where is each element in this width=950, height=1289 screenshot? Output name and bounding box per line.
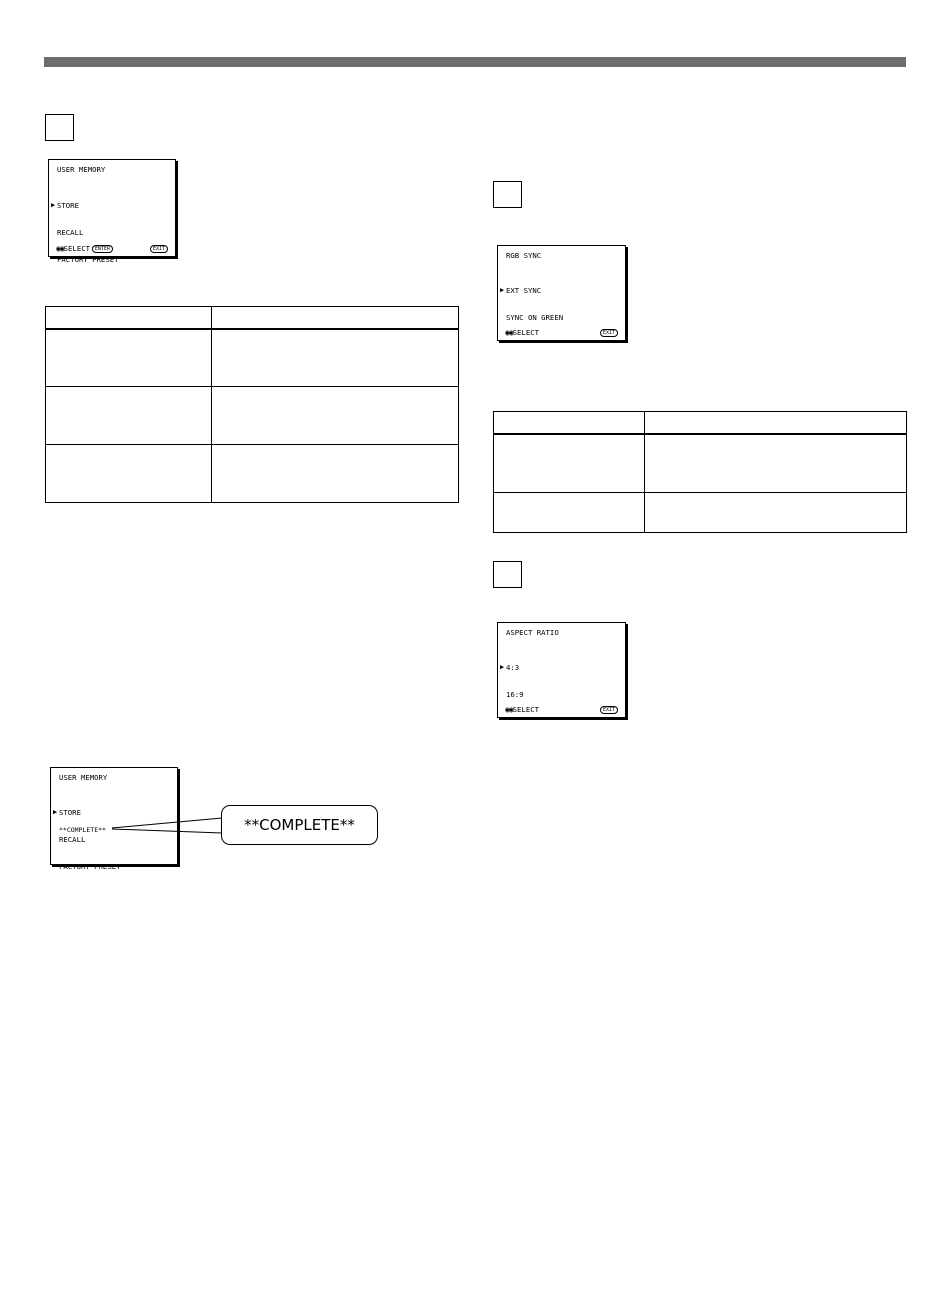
up-down-buttons-icon: ◉◉	[505, 705, 513, 714]
table-user-memory-options	[45, 306, 459, 503]
step-box-user-memory	[45, 114, 74, 141]
exit-button-icon: EXIT	[600, 706, 618, 714]
cursor-arrow-icon: ▶	[500, 663, 505, 671]
osd-item-recall[interactable]: RECALL	[57, 228, 84, 237]
osd-footer	[505, 705, 539, 714]
cursor-arrow-icon: ▶	[51, 201, 56, 209]
osd-footer	[56, 244, 113, 253]
osd-item-store[interactable]: ▶ STORE	[53, 808, 81, 817]
table-header-cell	[212, 307, 459, 329]
cursor-arrow-icon: ▶	[500, 286, 505, 294]
osd-item-ext-sync[interactable]: ▶ EXT SYNC	[500, 286, 542, 295]
osd-item-store[interactable]: ▶ STORE	[51, 201, 79, 210]
osd-item-4-3[interactable]: ▶ 4:3	[500, 663, 520, 672]
osd-title: USER MEMORY	[57, 165, 106, 174]
osd-rgb-sync	[497, 245, 626, 341]
exit-button-icon: EXIT	[600, 329, 618, 337]
step-box-aspect-ratio	[493, 561, 522, 588]
step-box-rgb-sync	[493, 181, 522, 208]
header-rule	[44, 57, 906, 67]
up-down-buttons-icon: ◉◉	[505, 328, 513, 337]
complete-message: **COMPLETE**	[59, 826, 106, 834]
table-rgb-sync-options	[493, 411, 907, 533]
osd-item-16-9[interactable]: 16:9	[506, 690, 524, 699]
select-hint: SELECT	[512, 328, 539, 337]
osd-title: USER MEMORY	[59, 773, 108, 782]
table-row	[46, 445, 459, 503]
table-row	[494, 493, 907, 533]
callout-text: **COMPLETE**	[244, 816, 355, 834]
complete-callout	[221, 805, 378, 845]
select-hint: SELECT	[512, 705, 539, 714]
cursor-arrow-icon: ▶	[53, 808, 58, 816]
table-header-cell	[645, 412, 907, 434]
table-row	[494, 434, 907, 493]
up-down-buttons-icon: ◉◉	[56, 244, 64, 253]
osd-user-memory-complete	[50, 767, 178, 871]
osd-item-recall[interactable]: RECALL	[59, 835, 86, 844]
osd-title: RGB SYNC	[506, 251, 542, 260]
osd-item-factory-preset[interactable]: FACTORY PRESET	[57, 255, 119, 264]
table-header-cell	[46, 307, 212, 329]
osd-menu	[51, 183, 119, 282]
table-row	[46, 329, 459, 387]
osd-user-memory	[48, 159, 176, 264]
osd-footer	[505, 328, 539, 337]
exit-button-icon: EXIT	[150, 245, 168, 253]
enter-button-icon: ENTER	[92, 245, 113, 253]
table-row	[46, 387, 459, 445]
osd-item-sync-on-green[interactable]: SYNC ON GREEN	[506, 313, 564, 322]
osd-aspect-ratio	[497, 622, 626, 718]
select-hint: SELECT	[63, 244, 90, 253]
table-header-cell	[494, 412, 645, 434]
osd-item-factory-preset[interactable]: FACTORY PRESET	[59, 862, 121, 871]
osd-title: ASPECT RATIO	[506, 628, 559, 637]
osd-menu	[53, 790, 121, 889]
